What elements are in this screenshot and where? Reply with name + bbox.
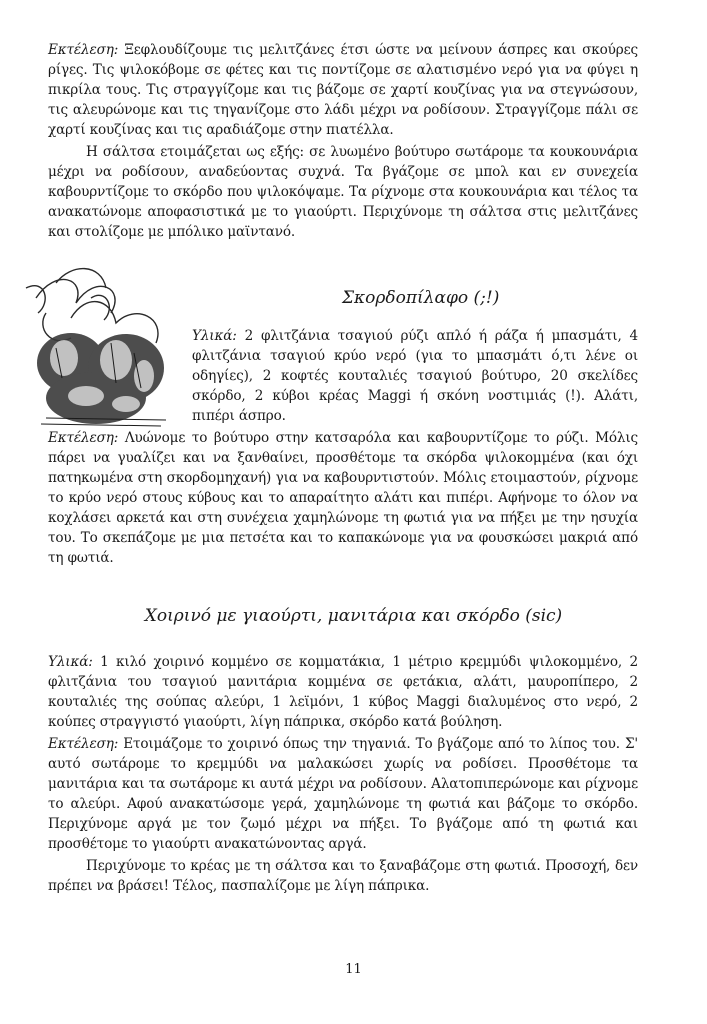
execution-label: Εκτέλεση: bbox=[48, 42, 119, 58]
ingredients-text: 2 φλιτζάνια τσαγιού ρύζι απλό ή ράζα ή μπασμάτι, 4 φλιτζάνια τσαγιού κρύο νερό (για το μπασμάτι ό,τι λένε οι οδηγίες), 2 κοφτές κουταλιές τσαγιού βούτυρο, 20 σκελίδες σκόρδο, 2 κύβοι κρέας Maggi ή σκόνη νοστιμιάς (!). Αλάτι, πιπέρι άσπρο. bbox=[192, 328, 638, 424]
ingredients-label: Υλικά: bbox=[48, 654, 93, 670]
recipe2-execution bbox=[48, 734, 638, 854]
execution-text: Λυώνομε το βούτυρο στην κατσαρόλα και καβουρντίζομε το ρύζι. Μόλις πάρει να γυαλίζει και να ξανθαίνει, προσθέτομε τα σκόρδα ψιλοκομμένα (και όχι πατηκωμένα στη σκορδομηχανή) για να καβουρντιστούν. Μόλις ετοιμαστούν, ρίχνομε το κρύο νερό στους κύβους και το απαραίτητο αλάτι και πιπέρι. Αφήνομε το όλον να κοχλάσει αρκετά και στη συνέχεια χαμηλώνομε τη φωτιά για να πήξει με την ησυχία του. Το σκεπάζομε με μια πετσέτα και το καπακώνομε για να φουσκώσει μακριά από τη φωτιά. bbox=[48, 430, 639, 566]
recipe1-execution bbox=[48, 428, 638, 568]
recipe1-ingredients bbox=[192, 326, 638, 426]
execution-label: Εκτέλεση: bbox=[48, 430, 119, 446]
sauce-paragraph: Η σάλτσα ετοιμάζεται ως εξής: σε λυωμένο βούτυρο σωτάρομε τα κουκουνάρια μέχρι να ροδίσουν, αναδεύοντας συχνά. Τα βγάζομε σε μπολ και εν συνεχεία καβουρντίζομε το σκόρδο που ψιλοκόψαμε. Τα ρίχνομε στα κουκουνάρια και τέλος τα ανακατώνομε αποφασιστικά με το γιαούρτι. Περιχύνομε τη σάλτσα στις μελιτζάνες και στολίζομε με μπόλικο μαϊντανό. bbox=[48, 144, 638, 240]
recipe2-title: Χοιρινό με γιαούρτι, μανιτάρια και σκόρδο (sic) bbox=[144, 606, 563, 626]
execution-text: Ετοιμάζομε το χοιρινό όπως την τηγανιά. Το βγάζομε από το λίπος του. Σ' αυτό σωτάρομε το κρεμμύδι να μαλακώσει χωρίς να ροδίσει. Προσθέτομε τα μανιτάρια και τα σωτάρομε κι αυτά μέχρι να ροδίσουν. Αλατοπιπερώνομε και ρίχνομε το αλεύρι. Αφού ανακατώσομε γερά, χαμηλώνομε τη φωτιά και βάζομε το σκόρδο. Περιχύνομε αργά με τον ζωμό μέχρι να πήξει. Το βγάζομε από τη φωτιά και προσθέτομε το γιαούρτι ανακατώνοντας αργά. bbox=[48, 736, 638, 852]
execution-text: Ξεφλουδίζουμε τις μελιτζάνες έτσι ώστε να μείνουν άσπρες και σκούρες ρίγες. Τις ψιλοκόβομε σε φέτες και τις ποντίζομε σε αλατισμένο νερό για να φύγει η πικρίλα τους. Τις στραγγίζομε και τις βάζομε σε χαρτί κουζίνας για να στεγνώσουν, τις αλευρώνομε και τις τηγανίζομε στο λάδι μέχρι να ροδίσουν. Στραγγίζομε πάλι σε χαρτί κουζίνας και τις αραδιάζομε στην πιατέλλα. bbox=[48, 42, 638, 138]
recipe2-final-paragraph: Περιχύνομε το κρέας με τη σάλτσα και το ξαναβάζομε στη φωτιά. Προσοχή, δεν πρέπει να βράσει! Τέλος, πασπαλίζομε με λίγη πάπρικα. bbox=[48, 858, 638, 894]
page-number: 11 bbox=[345, 962, 362, 977]
garlic-bulbs-engraving-icon bbox=[16, 258, 188, 434]
recipe2-ingredients bbox=[48, 652, 638, 732]
intro-execution-paragraph bbox=[48, 40, 638, 140]
ingredients-text: 1 κιλό χοιρινό κομμένο σε κομματάκια, 1 μέτριο κρεμμύδι ψιλοκομμένο, 2 φλιτζάνια του τσαγιού μανιτάρια κομμένα σε φετάκια, αλάτι, μαυροπίπερο, 2 κουταλιές της σούπας αλεύρι, 1 λεϊμόνι, 1 κύβος Maggi διαλυμένος στο νερό, 2 κούπες στραγγιστό γιαούρτι, λίγη πάπρικα, σκόρδο κατά βούληση. bbox=[48, 654, 639, 730]
execution-label: Εκτέλεση: bbox=[48, 736, 119, 752]
recipe1-title: Σκορδοπίλαφο (;!) bbox=[342, 288, 500, 308]
ingredients-label: Υλικά: bbox=[192, 328, 237, 344]
